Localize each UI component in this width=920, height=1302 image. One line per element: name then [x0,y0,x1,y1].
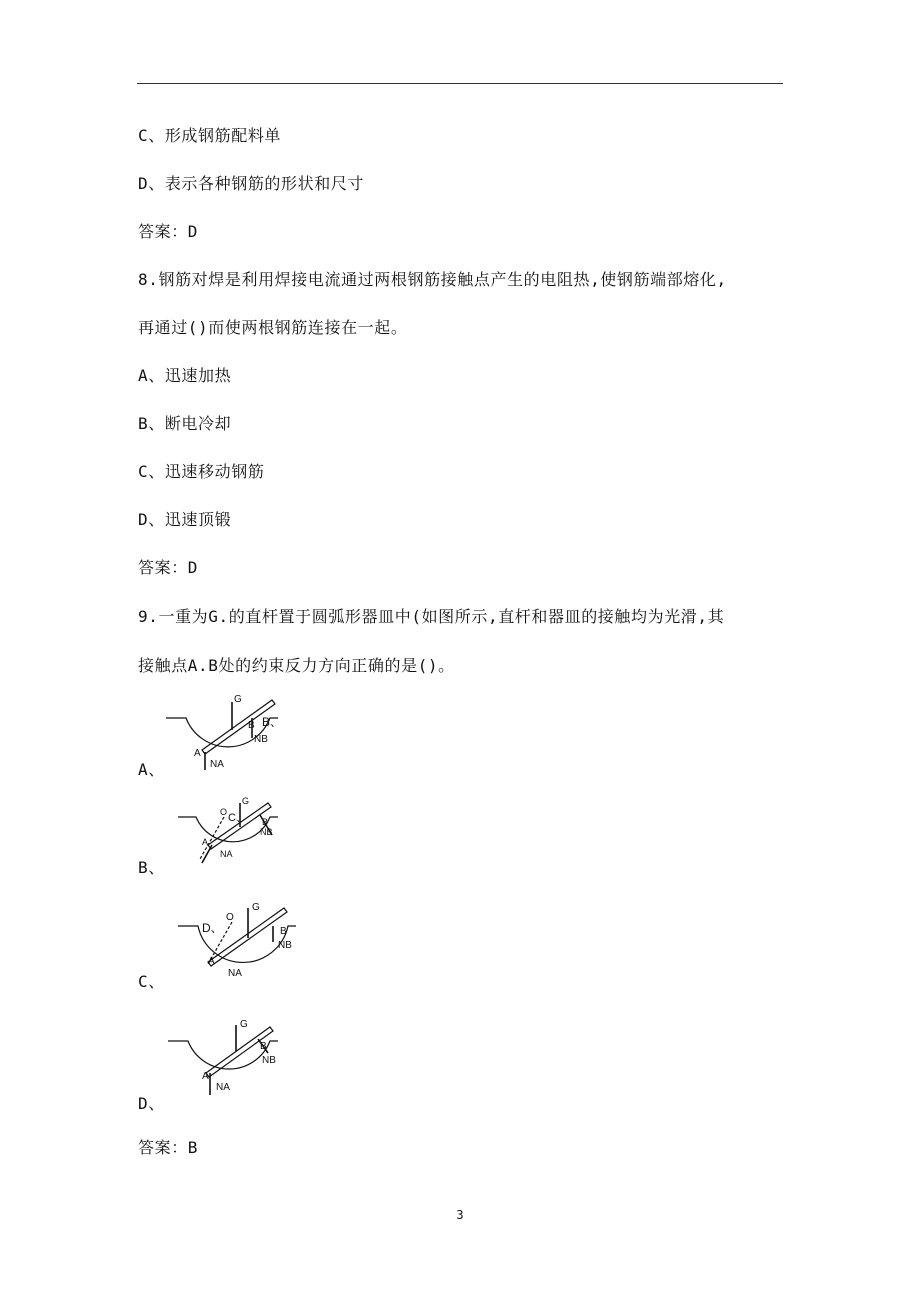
header-rule [137,83,783,84]
q8-option-b: B、断电冷却 [138,414,232,433]
q8-option-d: D、迅速顶锻 [138,510,232,529]
label-g: G [234,694,242,705]
q9-option-a: A、 [138,760,165,779]
label-nb: NB [254,734,268,745]
label-b: B [280,926,287,937]
q7-option-c: C、形成钢筋配料单 [138,126,282,145]
label-b: B [260,1041,267,1052]
q9-answer: 答案：B [138,1138,199,1157]
q8-option-a: A、迅速加热 [138,366,232,385]
label-nb: NB [278,940,292,951]
page-number: 3 [456,1208,464,1222]
q8-answer: 答案：D [138,558,199,577]
q9-option-d: D、 [138,1094,165,1113]
label-g: G [252,902,260,913]
q7-answer: 答案：D [138,222,199,241]
label-stray-b: B、 [262,715,283,729]
label-b: B [262,817,269,827]
q9-option-c: C、 [138,972,165,991]
label-o: O [220,807,228,817]
q9-figure-a [160,690,290,770]
q9-option-b: B、 [138,858,165,877]
label-o: O [226,912,234,923]
label-a: A [208,956,215,967]
label-a: A [202,837,209,847]
q9-figure-d [166,1015,282,1095]
label-na: NA [210,759,224,770]
label-nb: NB [262,1055,276,1066]
q8-stem-line1: 8.钢筋对焊是利用焊接电流通过两根钢筋接触点产生的电阻热,使钢筋端部熔化, [138,270,727,289]
label-stray-c: C、 [228,812,247,824]
label-stray-d: D、 [202,921,223,935]
q7-option-d: D、表示各种钢筋的形状和尺寸 [138,174,365,193]
label-a: A [202,1071,209,1082]
rod [206,1027,273,1077]
q8-option-c: C、迅速移动钢筋 [138,462,265,481]
label-b: B [248,720,255,731]
q8-stem-line2: 再通过()而使两根钢筋连接在一起。 [138,318,408,337]
q9-stem-line1: 9.一重为G.的直杆置于圆弧形器皿中(如图所示,直杆和器皿的接触均为光滑,其 [138,607,725,626]
label-nb: NB [260,827,273,837]
q9-stem-line2: 接触点A.B处的约束反力方向正确的是()。 [138,656,455,675]
q9-figure-b [176,795,286,865]
label-na: NA [228,968,242,978]
label-a: A [194,748,201,759]
label-na: NA [220,849,233,859]
label-na: NA [216,1082,230,1093]
label-g: G [240,1019,248,1030]
q9-figure-c [176,898,300,978]
label-g: G [242,796,250,806]
